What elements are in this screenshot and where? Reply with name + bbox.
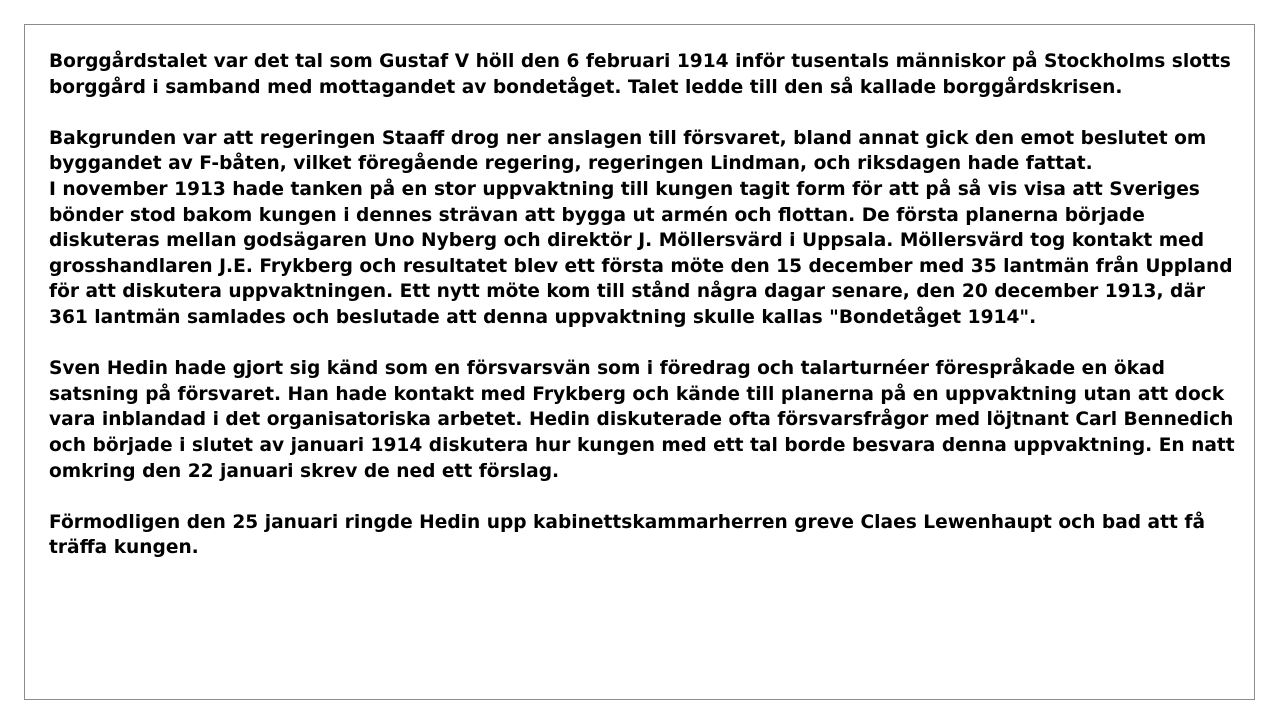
document-body [49, 49, 1239, 561]
document-frame [24, 24, 1255, 700]
paragraph-sven-hedin: Sven Hedin hade gjort sig känd som en försvarsvän som i föredrag och talarturnéer förespråkade en ökad satsning på försvaret. Han hade kontakt med Frykberg och kände till planerna på en uppvaktning utan att dock vara inblandad i det organisatoriska arbetet. Hedin diskuterade ofta försvarsfrågor med löjtnant Carl Bennedich och började i slutet av januari 1914 diskutera hur kungen med ett tal borde besvara denna uppvaktning. En natt omkring den 22 januari skrev de ned ett förslag. [49, 358, 1235, 482]
paragraph-background: Bakgrunden var att regeringen Staaff drog ner anslagen till försvaret, bland annat gick den emot beslutet om byggandet av F-båten, vilket föregående regering, regeringen Lindman, och riksdagen hade fattat. [49, 127, 1207, 175]
paragraph-intro: Borggårdstalet var det tal som Gustaf V höll den 6 februari 1914 inför tusentals människor på Stockholms slotts borggård i samband med mottagandet av bondetåget. Talet ledde till den så kallade borggårdskrisen. [49, 51, 1231, 98]
paragraph-spacer [49, 331, 1239, 357]
paragraph-25-januari: Förmodligen den 25 januari ringde Hedin upp kabinettskammarherren greve Claes Lewenhaupt och bad att få träffa kungen. [49, 511, 1205, 559]
paragraph-spacer [49, 484, 1239, 510]
paragraph-november-1913: I november 1913 hade tanken på en stor uppvaktning till kungen tagit form för att på så vis visa att Sveriges bönder stod bakom kungen i dennes strävan att bygga ut armén och flottan. De första planerna började diskuteras mellan godsägaren Uno Nyberg och direktör J. Möllersvärd i Uppsala. Möllersvärd tog kontakt med grosshandlaren J.E. Frykberg och resultatet blev ett första möte den 15 december med 35 lantmän från Uppland för att diskutera uppvaktningen. Ett nytt möte kom till stånd några dagar senare, den 20 december 1913, där 361 lantmän samlades och beslutade att denna uppvaktning skulle kallas "Bondetåget 1914". [49, 178, 1233, 328]
paragraph-spacer [49, 100, 1239, 126]
